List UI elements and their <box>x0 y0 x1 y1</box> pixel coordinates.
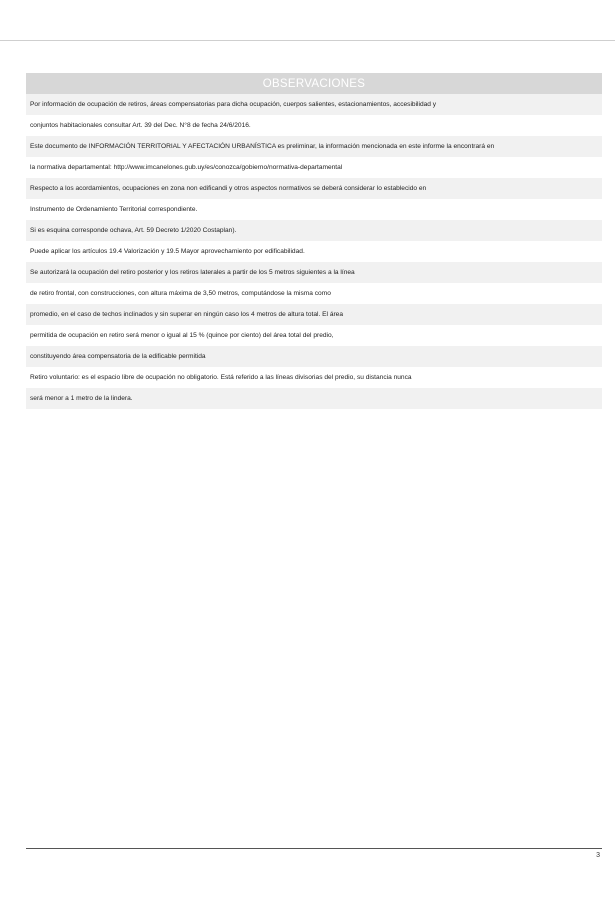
observation-line: promedio, en el caso de techos inclinados y sin superar en ningún caso los 4 metros de altura total. El área <box>26 304 602 325</box>
top-divider <box>0 40 615 41</box>
observation-line: Retiro voluntario: es el espacio libre de ocupación no obligatorio. Está referido a las líneas divisorias del predio, su distancia nunca <box>26 367 602 388</box>
observation-line: conjuntos habitacionales consultar Art. 39 del Dec. N°8 de fecha 24/6/2016. <box>26 115 602 136</box>
observation-line: Se autorizará la ocupación del retiro posterior y los retiros laterales a partir de los 5 metros siguientes a la línea <box>26 262 602 283</box>
observation-line: será menor a 1 metro de la lindera. <box>26 388 602 409</box>
observation-line: la normativa departamental: http://www.imcanelones.gub.uy/es/conozca/gobierno/normativa-departamental <box>26 157 602 178</box>
observation-line: Si es esquina corresponde ochava, Art. 59 Decreto 1/2020 Costaplan). <box>26 220 602 241</box>
footer-divider <box>26 848 602 849</box>
observation-line: de retiro frontal, con construcciones, con altura máxima de 3,50 metros, computándose la misma como <box>26 283 602 304</box>
section-title: OBSERVACIONES <box>26 73 602 94</box>
observation-line: constituyendo área compensatoria de la edificable permitida <box>26 346 602 367</box>
observation-line: permitida de ocupación en retiro será menor o igual al 15 % (quince por ciento) del área total del predio, <box>26 325 602 346</box>
observation-line: Este documento de INFORMACIÓN TERRITORIAL Y AFECTACIÓN URBANÍSTICA es preliminar, la información mencionada en este informe la encontrará en <box>26 136 602 157</box>
observaciones-section <box>26 73 602 409</box>
observation-line: Puede aplicar los artículos 19.4 Valorización y 19.5 Mayor aprovechamiento por edificabilidad. <box>26 241 602 262</box>
observation-line: Instrumento de Ordenamiento Territorial correspondiente. <box>26 199 602 220</box>
page-number: 3 <box>596 852 600 859</box>
observation-line: Respecto a los acordamientos, ocupaciones en zona non edificandi y otros aspectos normativos se deberá considerar lo establecido en <box>26 178 602 199</box>
observation-line: Por información de ocupación de retiros, áreas compensatorias para dicha ocupación, cuerpos salientes, estacionamientos, accesibilidad y <box>26 94 602 115</box>
